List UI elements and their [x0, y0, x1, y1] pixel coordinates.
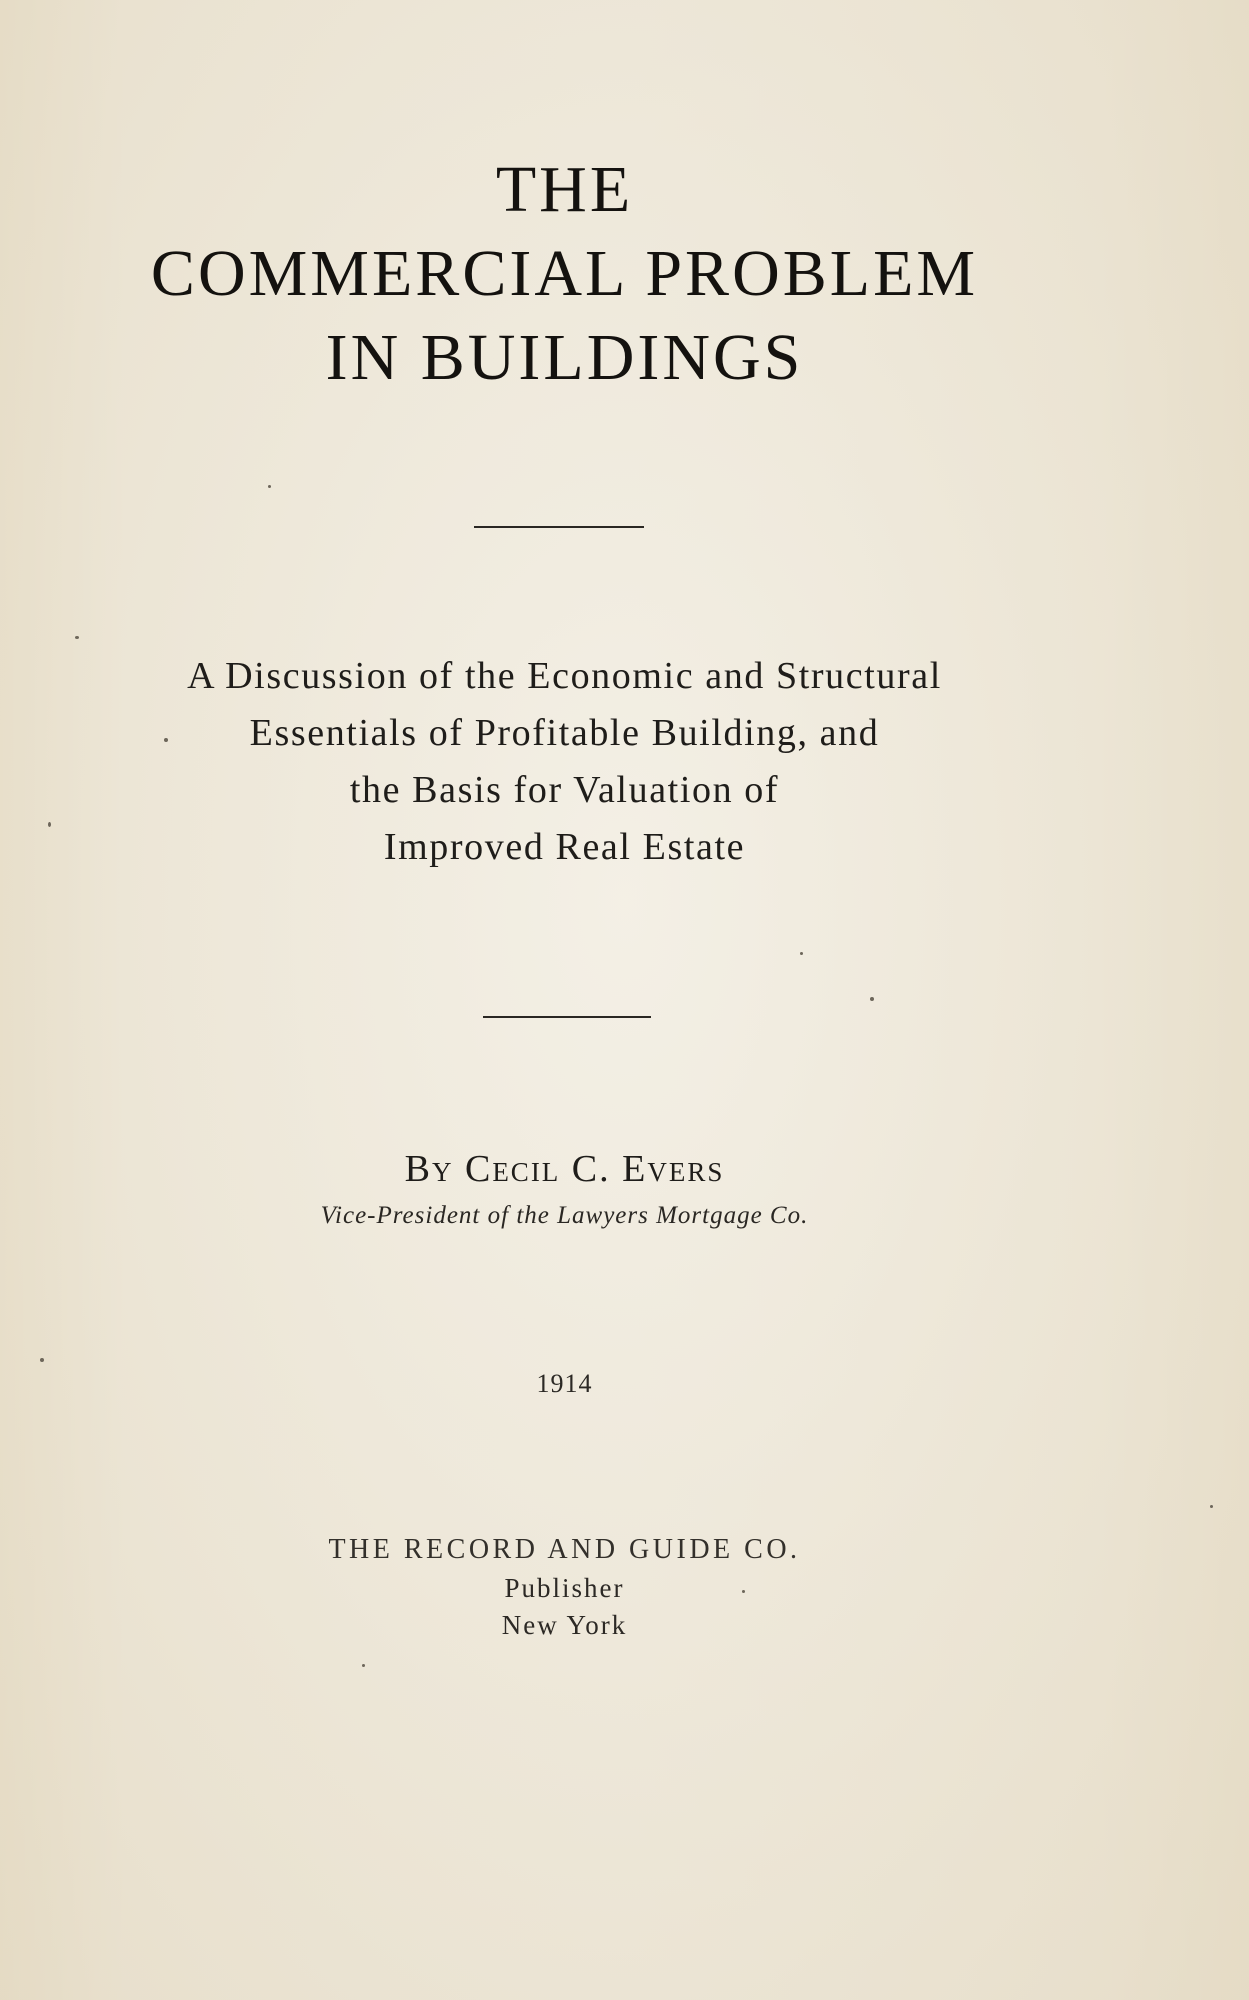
author-byline: By Cecil C. Evers [404, 1148, 725, 1190]
paper-speck [742, 1590, 745, 1593]
author-section [0, 1142, 1129, 1236]
paper-speck [268, 485, 271, 488]
title-line-1: THE [495, 153, 634, 226]
publication-year-section [0, 1364, 1129, 1404]
paper-speck [48, 822, 51, 827]
paper-speck [870, 997, 874, 1001]
publisher-section [0, 1530, 1129, 1644]
title-line-2: COMMERCIAL PROBLEM [150, 237, 979, 310]
subtitle-line-3: the Basis for Valuation of [349, 769, 780, 811]
title-line-3: IN BUILDINGS [325, 321, 804, 394]
paper-speck [75, 636, 79, 639]
publisher-city: New York [501, 1610, 628, 1640]
publisher-name: THE RECORD AND GUIDE CO. [328, 1534, 801, 1565]
author-role: Vice-President of the Lawyers Mortgage Co. [320, 1202, 809, 1229]
divider-rule-bottom [483, 1016, 651, 1018]
publication-year: 1914 [536, 1369, 593, 1398]
divider-rule-top [474, 526, 644, 528]
subtitle-line-1: A Discussion of the Economic and Structural [187, 655, 942, 697]
book-subtitle [0, 648, 1129, 876]
publisher-role: Publisher [504, 1573, 625, 1603]
paper-speck [40, 1358, 44, 1362]
paper-speck [362, 1664, 365, 1667]
subtitle-line-2: Essentials of Profitable Building, and [249, 712, 880, 754]
subtitle-line-4: Improved Real Estate [383, 826, 746, 868]
paper-speck [1210, 1505, 1213, 1508]
paper-speck [164, 738, 168, 742]
book-title [0, 148, 1129, 400]
paper-speck [800, 952, 803, 955]
